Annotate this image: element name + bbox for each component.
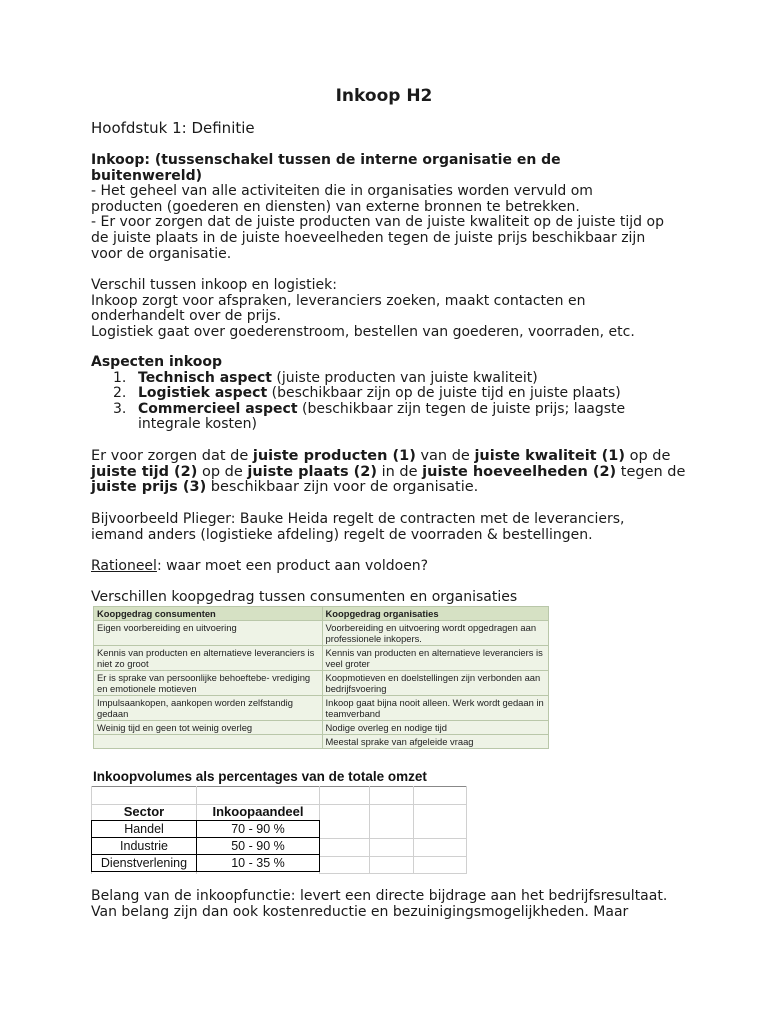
aspecten-list — [91, 371, 691, 433]
table-row — [94, 621, 549, 646]
definition-section — [91, 153, 691, 262]
aspecten-heading: Aspecten inkoop — [91, 354, 222, 370]
table-cell: Handel — [92, 821, 197, 838]
juiste-paragraph: Er voor zorgen dat de juiste producten (1) van de juiste kwaliteit (1) op de juiste tijd (2) op de juiste plaats (2) in de juiste hoeveelheden (2) tegen de juiste prijs (3) beschikbaar zijn voor de organisatie. — [91, 448, 686, 496]
list-item: 2. Logistiek aspect (beschikbaar zijn op de juiste tijd en juiste plaats) — [113, 385, 621, 402]
verschil-section — [91, 278, 691, 340]
inkoopvolume-title: Inkoopvolumes als percentages van de totale omzet — [93, 769, 427, 784]
definition-heading-line1: Inkoop: (tussenschakel tussen de interne organisatie en de — [91, 152, 561, 168]
rationeel-line: Rationeel: waar moet een product aan voldoen? — [91, 558, 429, 574]
table-row — [92, 855, 320, 872]
chapter-heading: Hoofdstuk 1: Definitie — [91, 119, 255, 137]
table-header-row — [94, 607, 549, 621]
table-header-row — [92, 804, 320, 821]
column-header: Sector — [92, 804, 197, 821]
list-item: 3. Commercieel aspect (beschikbaar zijn tegen de juiste prijs; laagste integrale kosten) — [113, 400, 626, 433]
table-cell: Meestal sprake van afgeleide vraag — [322, 735, 549, 749]
table-cell: Weinig tijd en geen tot weinig overleg — [94, 721, 323, 735]
definition-line: de juiste plaats in de juiste hoeveelheden tegen de juiste prijs beschikbaar zijn — [91, 229, 646, 246]
definition-line: voor de organisatie. — [91, 245, 232, 262]
table-cell: Dienstverlening — [92, 855, 197, 872]
verschil-line: onderhandelt over de prijs. — [91, 308, 281, 325]
definition-line: - Het geheel van alle activiteiten die in organisaties worden vervuld om — [91, 183, 593, 200]
table-cell: Impulsaankopen, aankopen worden zelfstandig gedaan — [94, 696, 323, 721]
table-cell: Kennis van producten en alternatieve leveranciers is veel groter — [322, 646, 549, 671]
definition-line: - Er voor zorgen dat de juiste producten van de juiste kwaliteit op de juiste tijd op — [91, 214, 664, 231]
rationeel-term: Rationeel — [91, 558, 157, 574]
table-cell: 70 - 90 % — [197, 821, 320, 838]
table-row — [94, 735, 549, 749]
table-cell: Er is sprake van persoonlijke behoeftebe- vrediging en emotionele motieven — [94, 671, 323, 696]
column-header: Inkoopaandeel — [197, 804, 320, 821]
table-cell — [94, 735, 323, 749]
verschil-line: Verschil tussen inkoop en logistiek: — [91, 277, 337, 293]
table-cell: Inkoop gaat bijna nooit alleen. Werk wordt gedaan in teamverband — [322, 696, 549, 721]
table-row — [94, 671, 549, 696]
verschil-line: Logistiek gaat over goederenstroom, bestellen van goederen, voorraden, etc. — [91, 323, 635, 340]
table-cell: Kennis van producten en alternatieve leveranciers is niet zo groot — [94, 646, 323, 671]
column-header: Koopgedrag consumenten — [94, 607, 323, 621]
document-title: Inkoop H2 — [335, 86, 433, 106]
verschil-line: Inkoop zorgt voor afspraken, leveranciers zoeken, maakt contacten en — [91, 292, 586, 309]
table-row — [94, 646, 549, 671]
list-item: 1. Technisch aspect (juiste producten van juiste kwaliteit) — [113, 369, 538, 386]
table-cell: Industrie — [92, 838, 197, 855]
koopgedrag-table — [93, 606, 549, 749]
table-row — [94, 696, 549, 721]
definition-line: producten (goederen en diensten) van externe bronnen te betrekken. — [91, 198, 580, 215]
table-cell: Koopmotieven en doelstellingen zijn verbonden aan bedrijfsvoering — [322, 671, 549, 696]
voorbeeld-paragraph: Bijvoorbeeld Plieger: Bauke Heida regelt de contracten met de leveranciers, iemand anders (logistieke afdeling) regelt de voorraden & bestellingen. — [91, 511, 625, 543]
aspecten-section — [91, 355, 691, 433]
table-cell: 50 - 90 % — [197, 838, 320, 855]
definition-heading-line2: buitenwereld) — [91, 167, 202, 184]
table-row — [94, 721, 549, 735]
inkoopvolume-table — [91, 804, 320, 872]
table-row — [92, 821, 320, 838]
table-cell: 10 - 35 % — [197, 855, 320, 872]
table-row — [92, 838, 320, 855]
table-cell: Eigen voorbereiding en uitvoering — [94, 621, 323, 646]
koopgedrag-caption: Verschillen koopgedrag tussen consumenten en organisaties — [91, 589, 518, 605]
belang-paragraph: Belang van de inkoopfunctie: levert een directe bijdrage aan het bedrijfsresultaat. Van belang zijn dan ook kostenreductie en bezuinigingsmogelijkheden. Maar — [91, 888, 668, 920]
table-cell: Nodige overleg en nodige tijd — [322, 721, 549, 735]
inkoopvolume-sheet — [91, 768, 467, 874]
column-header: Koopgedrag organisaties — [322, 607, 549, 621]
table-cell: Voorbereiding en uitvoering wordt opgedragen aan professionele inkopers. — [322, 621, 549, 646]
